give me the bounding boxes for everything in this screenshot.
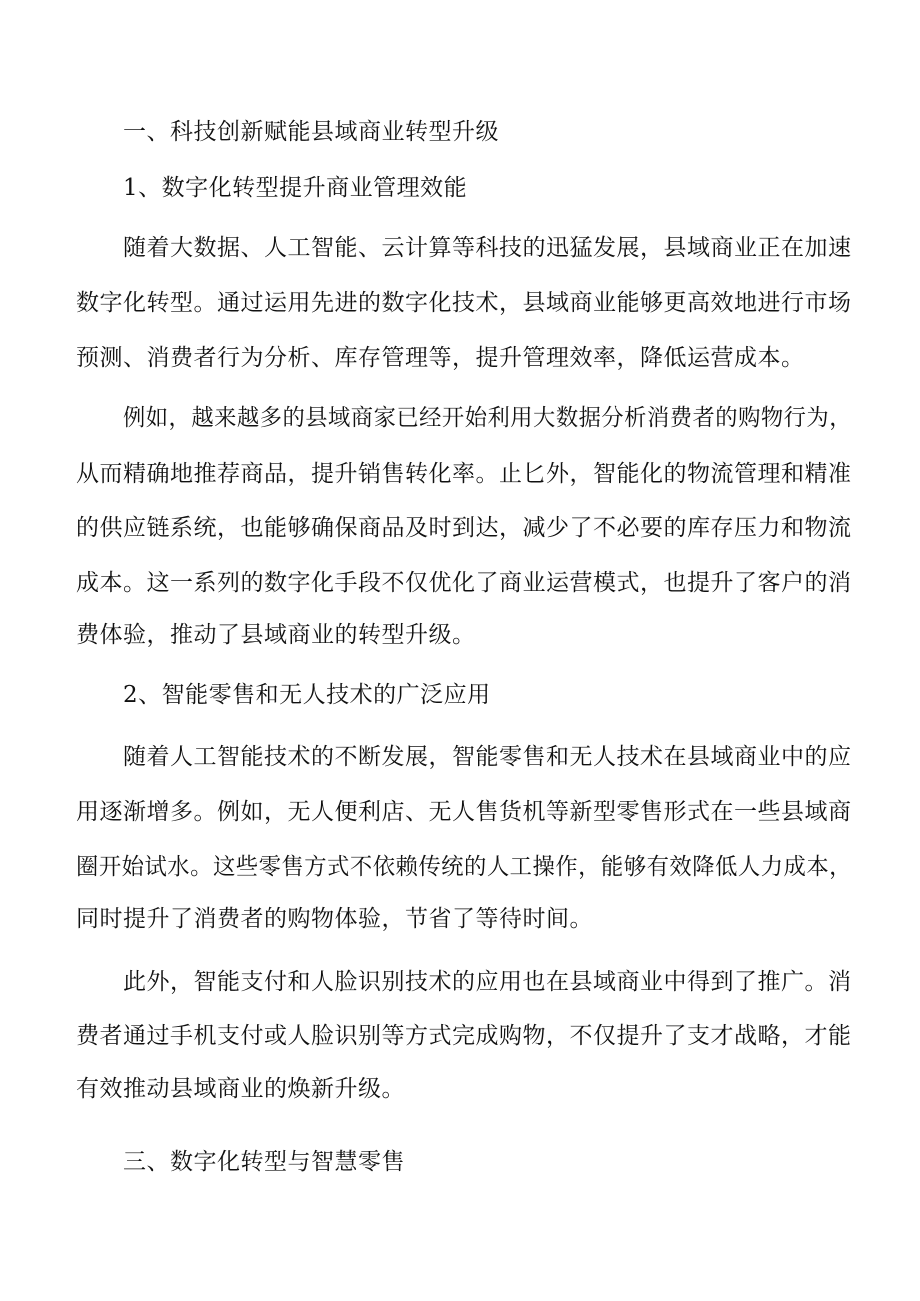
subsection-heading-1: 1、数字化转型提升商业管理效能 [123,175,468,201]
section-heading-1: 一、科技创新赋能县域商业转型升级 [123,119,499,145]
paragraph-line: 从而精确地推荐商品，提升销售转化率。止匕外，智能化的物流管理和精准 [76,461,852,487]
paragraph-line: 有效推动县域商业的焕新升级。 [76,1076,405,1102]
paragraph-line: 同时提升了消费者的购物体验，节省了等待时间。 [76,906,593,932]
paragraph-line: 预测、消费者行为分析、库存管理等，提升管理效率，降低运营成本。 [76,345,805,371]
paragraph-line: 用逐渐增多。例如，无人便利店、无人售货机等新型零售形式在一些县域商 [76,799,852,825]
paragraph-line: 数字化转型。通过运用先进的数字化技术，县域商业能够更高效地进行市场 [76,290,852,316]
paragraph-line: 此外，智能支付和人脸识别技术的应用也在县域商业中得到了推广。消 [123,969,852,995]
paragraph-line: 的供应链系统，也能够确保商品及时到达，减少了不必要的库存压力和物流 [76,515,852,541]
paragraph-line: 成本。这一系列的数字化手段不仅优化了商业运营模式，也提升了客户的消 [76,570,852,596]
paragraph-line: 费体验，推动了县域商业的转型升级。 [76,622,476,648]
paragraph-line: 随着人工智能技术的不断发展，智能零售和无人技术在县域商业中的应 [123,744,852,770]
paragraph-line: 圈开始试水。这些零售方式不依赖传统的人工操作，能够有效降低人力成本， [76,854,852,880]
subsection-heading-2: 2、智能零售和无人技术的广泛应用 [123,682,491,708]
paragraph-line: 随着大数据、人工智能、云计算等科技的迅猛发展，县域商业正在加速 [123,235,852,261]
paragraph-line: 费者通过手机支付或人脸识别等方式完成购物，不仅提升了支才战略，才能 [76,1023,852,1049]
paragraph-line: 例如，越来越多的县域商家已经开始利用大数据分析消费者的购物行为， [123,405,852,431]
section-heading-3: 三、数字化转型与智慧零售 [123,1149,405,1175]
